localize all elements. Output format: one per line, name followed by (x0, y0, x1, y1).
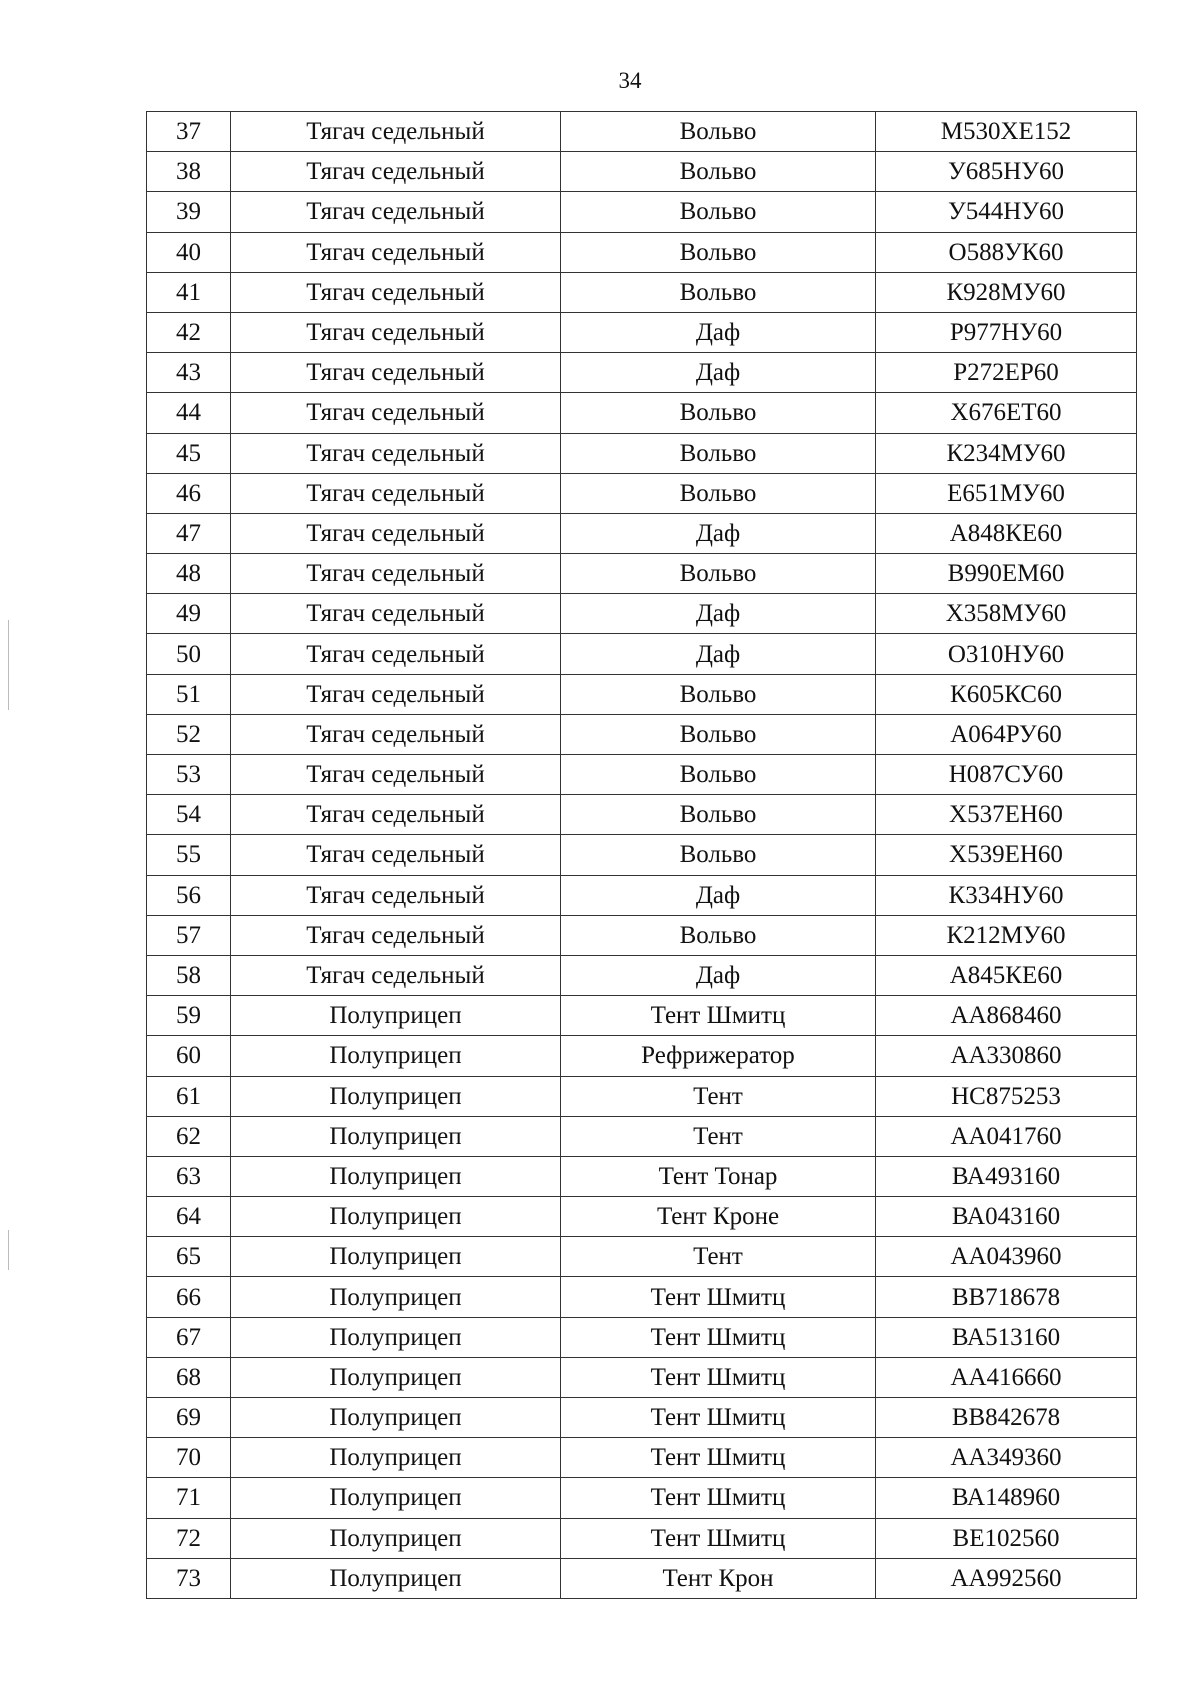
table-row (147, 1156, 1137, 1196)
table-row (147, 1558, 1137, 1598)
row-number-cell: 38 (147, 152, 231, 192)
vehicle-type-cell: Тягач седельный (231, 272, 561, 312)
vehicle-model-cell: Тент (561, 1237, 876, 1277)
table-row (147, 1357, 1137, 1397)
vehicle-model-cell: Тент Шмитц (561, 1317, 876, 1357)
vehicle-model-cell: Вольво (561, 272, 876, 312)
vehicle-type-cell: Тягач седельный (231, 594, 561, 634)
table-row (147, 1277, 1137, 1317)
vehicle-type-cell: Тягач седельный (231, 152, 561, 192)
table-row (147, 1076, 1137, 1116)
table-row (147, 272, 1137, 312)
vehicle-table (146, 111, 1137, 1599)
registration-plate-cell: АА043960 (876, 1237, 1137, 1277)
vehicle-model-cell: Тент (561, 1076, 876, 1116)
table-row (147, 1518, 1137, 1558)
registration-plate-cell: ВЕ102560 (876, 1518, 1137, 1558)
registration-plate-cell: ВА493160 (876, 1156, 1137, 1196)
registration-plate-cell: Е651МУ60 (876, 473, 1137, 513)
row-number-cell: 50 (147, 634, 231, 674)
registration-plate-cell: В990ЕМ60 (876, 554, 1137, 594)
table-row (147, 312, 1137, 352)
registration-plate-cell: У685НУ60 (876, 152, 1137, 192)
vehicle-model-cell: Тент Шмитц (561, 1277, 876, 1317)
vehicle-type-cell: Тягач седельный (231, 634, 561, 674)
row-number-cell: 57 (147, 915, 231, 955)
table-row (147, 1116, 1137, 1156)
vehicle-type-cell: Тягач седельный (231, 755, 561, 795)
row-number-cell: 37 (147, 112, 231, 152)
row-number-cell: 54 (147, 795, 231, 835)
registration-plate-cell: АА330860 (876, 1036, 1137, 1076)
vehicle-model-cell: Даф (561, 634, 876, 674)
registration-plate-cell: О588УК60 (876, 232, 1137, 272)
row-number-cell: 46 (147, 473, 231, 513)
vehicle-type-cell: Полуприцеп (231, 1116, 561, 1156)
table-row (147, 594, 1137, 634)
table-row (147, 1197, 1137, 1237)
vehicle-type-cell: Тягач седельный (231, 312, 561, 352)
vehicle-model-cell: Вольво (561, 393, 876, 433)
row-number-cell: 47 (147, 513, 231, 553)
vehicle-type-cell: Полуприцеп (231, 1518, 561, 1558)
registration-plate-cell: Р272ЕР60 (876, 353, 1137, 393)
row-number-cell: 55 (147, 835, 231, 875)
registration-plate-cell: Х358МУ60 (876, 594, 1137, 634)
vehicle-model-cell: Даф (561, 353, 876, 393)
vehicle-type-cell: Тягач седельный (231, 192, 561, 232)
vehicle-model-cell: Тент Шмитц (561, 1398, 876, 1438)
vehicle-model-cell: Вольво (561, 795, 876, 835)
registration-plate-cell: НС875253 (876, 1076, 1137, 1116)
registration-plate-cell: Х537ЕН60 (876, 795, 1137, 835)
row-number-cell: 40 (147, 232, 231, 272)
vehicle-model-cell: Вольво (561, 112, 876, 152)
row-number-cell: 48 (147, 554, 231, 594)
vehicle-model-cell: Вольво (561, 433, 876, 473)
registration-plate-cell: М530ХЕ152 (876, 112, 1137, 152)
row-number-cell: 49 (147, 594, 231, 634)
table-row (147, 112, 1137, 152)
registration-plate-cell: А845КЕ60 (876, 955, 1137, 995)
vehicle-model-cell: Тент Кроне (561, 1197, 876, 1237)
row-number-cell: 62 (147, 1116, 231, 1156)
vehicle-model-cell: Вольво (561, 755, 876, 795)
registration-plate-cell: ВВ718678 (876, 1277, 1137, 1317)
registration-plate-cell: К234МУ60 (876, 433, 1137, 473)
vehicle-type-cell: Полуприцеп (231, 1478, 561, 1518)
registration-plate-cell: ВА513160 (876, 1317, 1137, 1357)
row-number-cell: 43 (147, 353, 231, 393)
registration-plate-cell: АА992560 (876, 1558, 1137, 1598)
table-row (147, 674, 1137, 714)
row-number-cell: 73 (147, 1558, 231, 1598)
vehicle-type-cell: Полуприцеп (231, 1197, 561, 1237)
vehicle-model-cell: Вольво (561, 915, 876, 955)
table-row (147, 1237, 1137, 1277)
row-number-cell: 58 (147, 955, 231, 995)
page-number: 34 (618, 68, 642, 93)
row-number-cell: 72 (147, 1518, 231, 1558)
table-row (147, 1317, 1137, 1357)
registration-plate-cell: ВА148960 (876, 1478, 1137, 1518)
vehicle-type-cell: Тягач седельный (231, 112, 561, 152)
vehicle-model-cell: Вольво (561, 714, 876, 754)
vehicle-model-cell: Тент Крон (561, 1558, 876, 1598)
table-row (147, 232, 1137, 272)
registration-plate-cell: АА868460 (876, 996, 1137, 1036)
scan-edge-mark (8, 620, 9, 710)
vehicle-type-cell: Тягач седельный (231, 955, 561, 995)
vehicle-type-cell: Полуприцеп (231, 996, 561, 1036)
vehicle-type-cell: Тягач седельный (231, 393, 561, 433)
registration-plate-cell: ВВ842678 (876, 1398, 1137, 1438)
table-row (147, 353, 1137, 393)
table-row (147, 1438, 1137, 1478)
table-row (147, 393, 1137, 433)
row-number-cell: 67 (147, 1317, 231, 1357)
vehicle-type-cell: Полуприцеп (231, 1237, 561, 1277)
vehicle-model-cell: Тент Шмитц (561, 1478, 876, 1518)
vehicle-table-body (147, 112, 1137, 1599)
row-number-cell: 70 (147, 1438, 231, 1478)
row-number-cell: 56 (147, 875, 231, 915)
vehicle-type-cell: Тягач седельный (231, 835, 561, 875)
vehicle-model-cell: Вольво (561, 674, 876, 714)
row-number-cell: 66 (147, 1277, 231, 1317)
registration-plate-cell: АА041760 (876, 1116, 1137, 1156)
vehicle-type-cell: Тягач седельный (231, 915, 561, 955)
scan-edge-mark (8, 1230, 9, 1270)
vehicle-type-cell: Тягач седельный (231, 353, 561, 393)
table-row (147, 835, 1137, 875)
table-row (147, 152, 1137, 192)
table-row (147, 875, 1137, 915)
row-number-cell: 63 (147, 1156, 231, 1196)
registration-plate-cell: Х676ЕТ60 (876, 393, 1137, 433)
table-row (147, 915, 1137, 955)
vehicle-model-cell: Вольво (561, 835, 876, 875)
table-row (147, 996, 1137, 1036)
registration-plate-cell: К212МУ60 (876, 915, 1137, 955)
table-row (147, 513, 1137, 553)
vehicle-type-cell: Полуприцеп (231, 1398, 561, 1438)
vehicle-type-cell: Тягач седельный (231, 232, 561, 272)
table-row (147, 714, 1137, 754)
row-number-cell: 68 (147, 1357, 231, 1397)
vehicle-model-cell: Вольво (561, 232, 876, 272)
registration-plate-cell: АА349360 (876, 1438, 1137, 1478)
registration-plate-cell: К605КС60 (876, 674, 1137, 714)
vehicle-type-cell: Полуприцеп (231, 1438, 561, 1478)
vehicle-type-cell: Тягач седельный (231, 714, 561, 754)
vehicle-model-cell: Даф (561, 875, 876, 915)
vehicle-model-cell: Даф (561, 955, 876, 995)
table-row (147, 554, 1137, 594)
table-row (147, 192, 1137, 232)
row-number-cell: 45 (147, 433, 231, 473)
registration-plate-cell: К928МУ60 (876, 272, 1137, 312)
row-number-cell: 65 (147, 1237, 231, 1277)
registration-plate-cell: А848КЕ60 (876, 513, 1137, 553)
vehicle-type-cell: Полуприцеп (231, 1156, 561, 1196)
table-row (147, 634, 1137, 674)
vehicle-model-cell: Вольво (561, 554, 876, 594)
table-row (147, 1036, 1137, 1076)
vehicle-model-cell: Вольво (561, 152, 876, 192)
vehicle-model-cell: Тент Шмитц (561, 996, 876, 1036)
registration-plate-cell: К334НУ60 (876, 875, 1137, 915)
vehicle-model-cell: Вольво (561, 473, 876, 513)
vehicle-model-cell: Тент Тонар (561, 1156, 876, 1196)
table-row (147, 1398, 1137, 1438)
registration-plate-cell: АА416660 (876, 1357, 1137, 1397)
row-number-cell: 52 (147, 714, 231, 754)
vehicle-model-cell: Тент (561, 1116, 876, 1156)
table-row (147, 755, 1137, 795)
row-number-cell: 69 (147, 1398, 231, 1438)
vehicle-type-cell: Тягач седельный (231, 795, 561, 835)
vehicle-type-cell: Полуприцеп (231, 1317, 561, 1357)
vehicle-model-cell: Даф (561, 594, 876, 634)
table-row (147, 433, 1137, 473)
vehicle-model-cell: Тент Шмитц (561, 1438, 876, 1478)
table-row (147, 1478, 1137, 1518)
row-number-cell: 41 (147, 272, 231, 312)
vehicle-model-cell: Тент Шмитц (561, 1357, 876, 1397)
row-number-cell: 51 (147, 674, 231, 714)
vehicle-type-cell: Полуприцеп (231, 1357, 561, 1397)
table-row (147, 955, 1137, 995)
row-number-cell: 39 (147, 192, 231, 232)
vehicle-model-cell: Даф (561, 513, 876, 553)
vehicle-type-cell: Тягач седельный (231, 473, 561, 513)
vehicle-type-cell: Полуприцеп (231, 1076, 561, 1116)
vehicle-type-cell: Полуприцеп (231, 1558, 561, 1598)
registration-plate-cell: О310НУ60 (876, 634, 1137, 674)
row-number-cell: 71 (147, 1478, 231, 1518)
row-number-cell: 44 (147, 393, 231, 433)
vehicle-type-cell: Тягач седельный (231, 875, 561, 915)
vehicle-type-cell: Тягач седельный (231, 513, 561, 553)
vehicle-type-cell: Тягач седельный (231, 674, 561, 714)
table-row (147, 473, 1137, 513)
vehicle-model-cell: Рефрижератор (561, 1036, 876, 1076)
vehicle-model-cell: Вольво (561, 192, 876, 232)
registration-plate-cell: Х539ЕН60 (876, 835, 1137, 875)
registration-plate-cell: Н087СУ60 (876, 755, 1137, 795)
row-number-cell: 59 (147, 996, 231, 1036)
row-number-cell: 53 (147, 755, 231, 795)
vehicle-type-cell: Полуприцеп (231, 1036, 561, 1076)
row-number-cell: 42 (147, 312, 231, 352)
vehicle-type-cell: Полуприцеп (231, 1277, 561, 1317)
row-number-cell: 64 (147, 1197, 231, 1237)
vehicle-type-cell: Тягач седельный (231, 554, 561, 594)
row-number-cell: 61 (147, 1076, 231, 1116)
registration-plate-cell: У544НУ60 (876, 192, 1137, 232)
vehicle-model-cell: Даф (561, 312, 876, 352)
registration-plate-cell: А064РУ60 (876, 714, 1137, 754)
registration-plate-cell: Р977НУ60 (876, 312, 1137, 352)
table-row (147, 795, 1137, 835)
vehicle-type-cell: Тягач седельный (231, 433, 561, 473)
vehicle-model-cell: Тент Шмитц (561, 1518, 876, 1558)
registration-plate-cell: ВА043160 (876, 1197, 1137, 1237)
row-number-cell: 60 (147, 1036, 231, 1076)
